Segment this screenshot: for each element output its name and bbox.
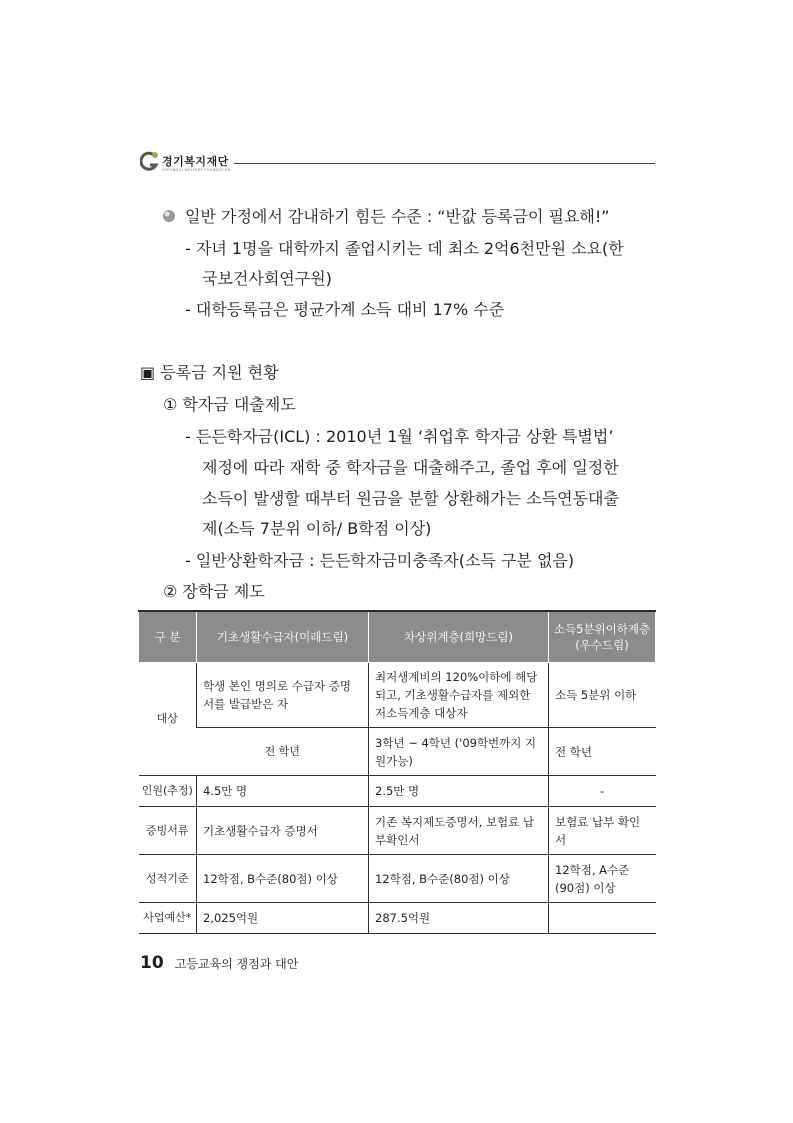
logo-subtitle: GYEONGGI WELFARE FOUNDATION [162, 168, 231, 172]
table-cell: 최저생계비의 120%이하에 해당되고, 기초생활수급자를 제외한 저소득계층 대상자 [369, 663, 549, 728]
table-cell: 12학점, B수준(80점) 이상 [197, 855, 369, 903]
text-line: 제(소득 7분위 이하/ B학점 이상) [202, 519, 432, 538]
table-row [139, 903, 656, 934]
table-header-cell: 소득5분위이하계층(우수드림) [549, 611, 656, 663]
table-row [139, 855, 656, 903]
table-cell: 12학점, A수준 (90점) 이상 [549, 855, 656, 903]
text-line: - 든든학자금(ICL) : 2010년 1월 ‘취업후 학자금 상환 특별법’ [185, 427, 614, 446]
text-line: 일반 가정에서 감내하기 힘든 수준 : “반값 등록금이 필요해!” [185, 207, 610, 226]
row-label: 사업예산* [139, 903, 197, 934]
text-line: - 일반상환학자금 : 든든학자금미충족자(소득 구분 없음) [185, 551, 575, 570]
table-cell: 기존 복지제도증명서, 보험료 납부확인서 [369, 807, 549, 855]
row-label: 성적기준 [139, 855, 197, 903]
table-header-cell: 구 분 [139, 611, 197, 663]
page-header [140, 150, 655, 180]
table-cell: 287.5억원 [369, 903, 549, 934]
table-header-row [139, 611, 656, 663]
subsection-heading: ② 장학금 제도 [163, 582, 265, 601]
bullet-ball-icon [162, 209, 176, 223]
table-header-cell: 기초생활수급자(미래드림) [197, 611, 369, 663]
page-footer [140, 953, 298, 973]
table-header-cell: 차상위계층(희망드림) [369, 611, 549, 663]
text-line: - 대학등록금은 평균가계 소득 대비 17% 수준 [185, 300, 505, 319]
table-cell: - [549, 776, 656, 807]
table-cell: 소득 5분위 이하 [549, 663, 656, 728]
page-number: 10 [140, 953, 164, 973]
table-cell: 2,025억원 [197, 903, 369, 934]
table-cell: 2.5만 명 [369, 776, 549, 807]
foundation-logo-icon [140, 150, 160, 174]
scholarship-table [138, 610, 656, 934]
table-cell: 기초생활수급자 증명서 [197, 807, 369, 855]
table-row [139, 776, 656, 807]
table-row [139, 663, 656, 728]
book-title: 고등교육의 쟁점과 대안 [174, 957, 299, 971]
table-cell: 12학점, B수준(80점) 이상 [369, 855, 549, 903]
row-label: 인원(추정) [139, 776, 197, 807]
text-line: - 자녀 1명을 대학까지 졸업시키는 데 최소 2억6천만원 소요(한 [185, 239, 624, 258]
text-line: 국보건사회연구원) [202, 269, 332, 288]
table-row [139, 728, 656, 776]
text-line: 소득이 발생할 때부터 원금을 분할 상환해가는 소득연동대출 [202, 489, 619, 508]
table-cell: 전 학년 [197, 728, 369, 776]
table-cell: 3학년 ~ 4학년 ('09학번까지 지원가능) [369, 728, 549, 776]
table-cell: 보험료 납부 확인서 [549, 807, 656, 855]
section-heading: ▣ 등록금 지원 현황 [140, 363, 279, 382]
table-row [139, 807, 656, 855]
table-cell: 전 학년 [549, 728, 656, 776]
table-cell [549, 903, 656, 934]
table-cell: 4.5만 명 [197, 776, 369, 807]
logo-text: 경기복지재단 [162, 155, 229, 168]
header-divider [234, 163, 655, 164]
row-label: 대상 [139, 663, 197, 776]
row-label: 증빙서류 [139, 807, 197, 855]
text-line: 제정에 따라 재학 중 학자금을 대출해주고, 졸업 후에 일정한 [202, 458, 619, 477]
subsection-heading: ① 학자금 대출제도 [163, 395, 296, 414]
table-cell: 학생 본인 명의로 수급자 증명서를 발급받은 자 [197, 663, 369, 728]
